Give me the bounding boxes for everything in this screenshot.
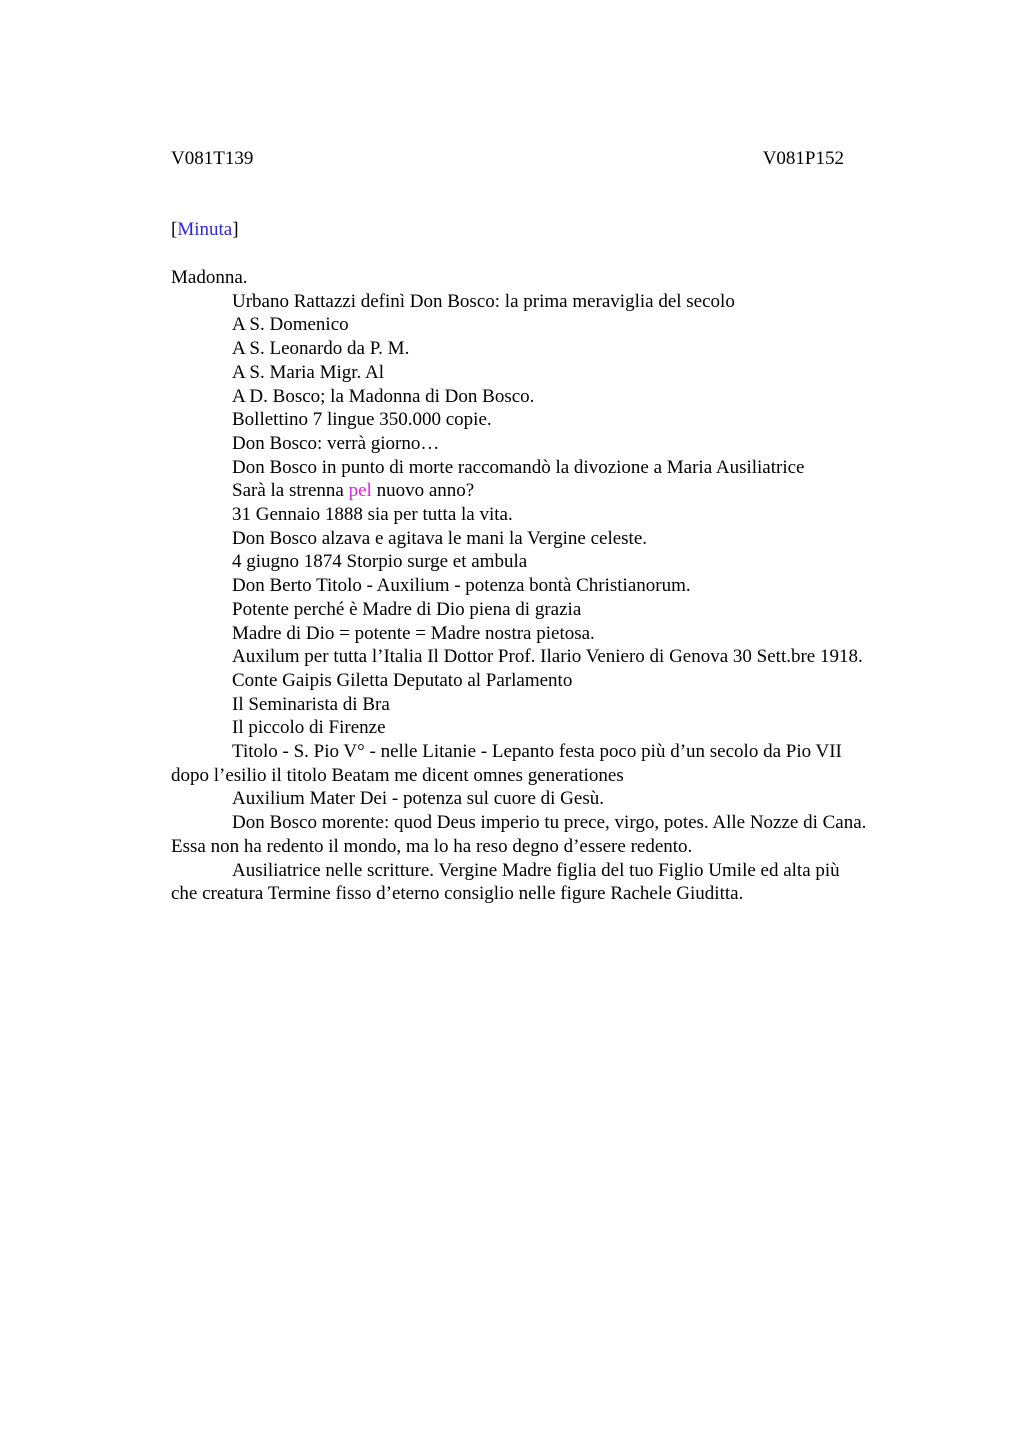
text-line: Don Bosco in punto di morte raccomandò la divozione a Maria Ausiliatrice: [232, 456, 805, 478]
page-header: [171, 147, 844, 171]
left-code: V081T139: [171, 148, 254, 169]
text-line: A D. Bosco; la Madonna di Don Bosco.: [232, 385, 535, 407]
strenna-after: nuovo anno?: [371, 480, 475, 502]
paragraph-continuation: che creatura Termine fisso d’eterno consiglio nelle figure Rachele Giuditta.: [171, 883, 744, 905]
document-body: [171, 266, 931, 906]
paragraph-continuation: Essa non ha redento il mondo, ma lo ha reso degno d’essere redento.: [171, 835, 693, 857]
minuta-label: [171, 218, 239, 242]
paragraph-line: Titolo - S. Pio V° - nelle Litanie - Lepanto festa poco più d’un secolo da Pio VII: [232, 741, 842, 763]
text-line: A S. Maria Migr. Al: [232, 361, 385, 383]
text-line: Madre di Dio = potente = Madre nostra pietosa.: [232, 622, 595, 644]
minuta-link[interactable]: Minuta: [177, 219, 233, 240]
text-line: 4 giugno 1874 Storpio surge et ambula: [232, 551, 528, 573]
text-line: Don Bosco: verrà giorno…: [232, 432, 440, 454]
close-bracket: ]: [232, 219, 239, 240]
paragraph-continuation: dopo l’esilio il titolo Beatam me dicent omnes generationes: [171, 764, 624, 786]
text-line: Don Berto Titolo - Auxilium - potenza bontà Christianorum.: [232, 575, 691, 597]
text-line-strenna: [171, 479, 931, 503]
text-line: Auxilium Mater Dei - potenza sul cuore di Gesù.: [232, 788, 604, 810]
highlighted-word: pel: [348, 480, 372, 502]
text-line: A S. Leonardo da P. M.: [232, 338, 410, 360]
text-line: A S. Domenico: [232, 314, 349, 336]
paragraph-line: Ausiliatrice nelle scritture. Vergine Madre figlia del tuo Figlio Umile ed alta più: [232, 859, 840, 881]
text-line: Bollettino 7 lingue 350.000 copie.: [232, 409, 492, 431]
text-line: 31 Gennaio 1888 sia per tutta la vita.: [232, 504, 513, 526]
open-bracket: [: [171, 219, 178, 240]
text-line: Urbano Rattazzi definì Don Bosco: la prima meraviglia del secolo: [232, 290, 735, 312]
document-title: Madonna.: [171, 267, 248, 288]
text-line: Auxilum per tutta l’Italia Il Dottor Prof. Ilario Veniero di Genova 30 Sett.bre 1918.: [232, 646, 863, 668]
paragraph-line: Don Bosco morente: quod Deus imperio tu prece, virgo, potes. Alle Nozze di Cana.: [232, 812, 867, 834]
text-line: Potente perché è Madre di Dio piena di grazia: [232, 598, 582, 620]
text-line: Il piccolo di Firenze: [232, 717, 386, 739]
right-code: V081P152: [762, 148, 844, 169]
strenna-before: Sarà la strenna: [232, 480, 349, 502]
text-line: Conte Gaipis Giletta Deputato al Parlamento: [232, 669, 573, 691]
text-line: Il Seminarista di Bra: [232, 693, 390, 715]
text-line: Don Bosco alzava e agitava le mani la Vergine celeste.: [232, 527, 648, 549]
